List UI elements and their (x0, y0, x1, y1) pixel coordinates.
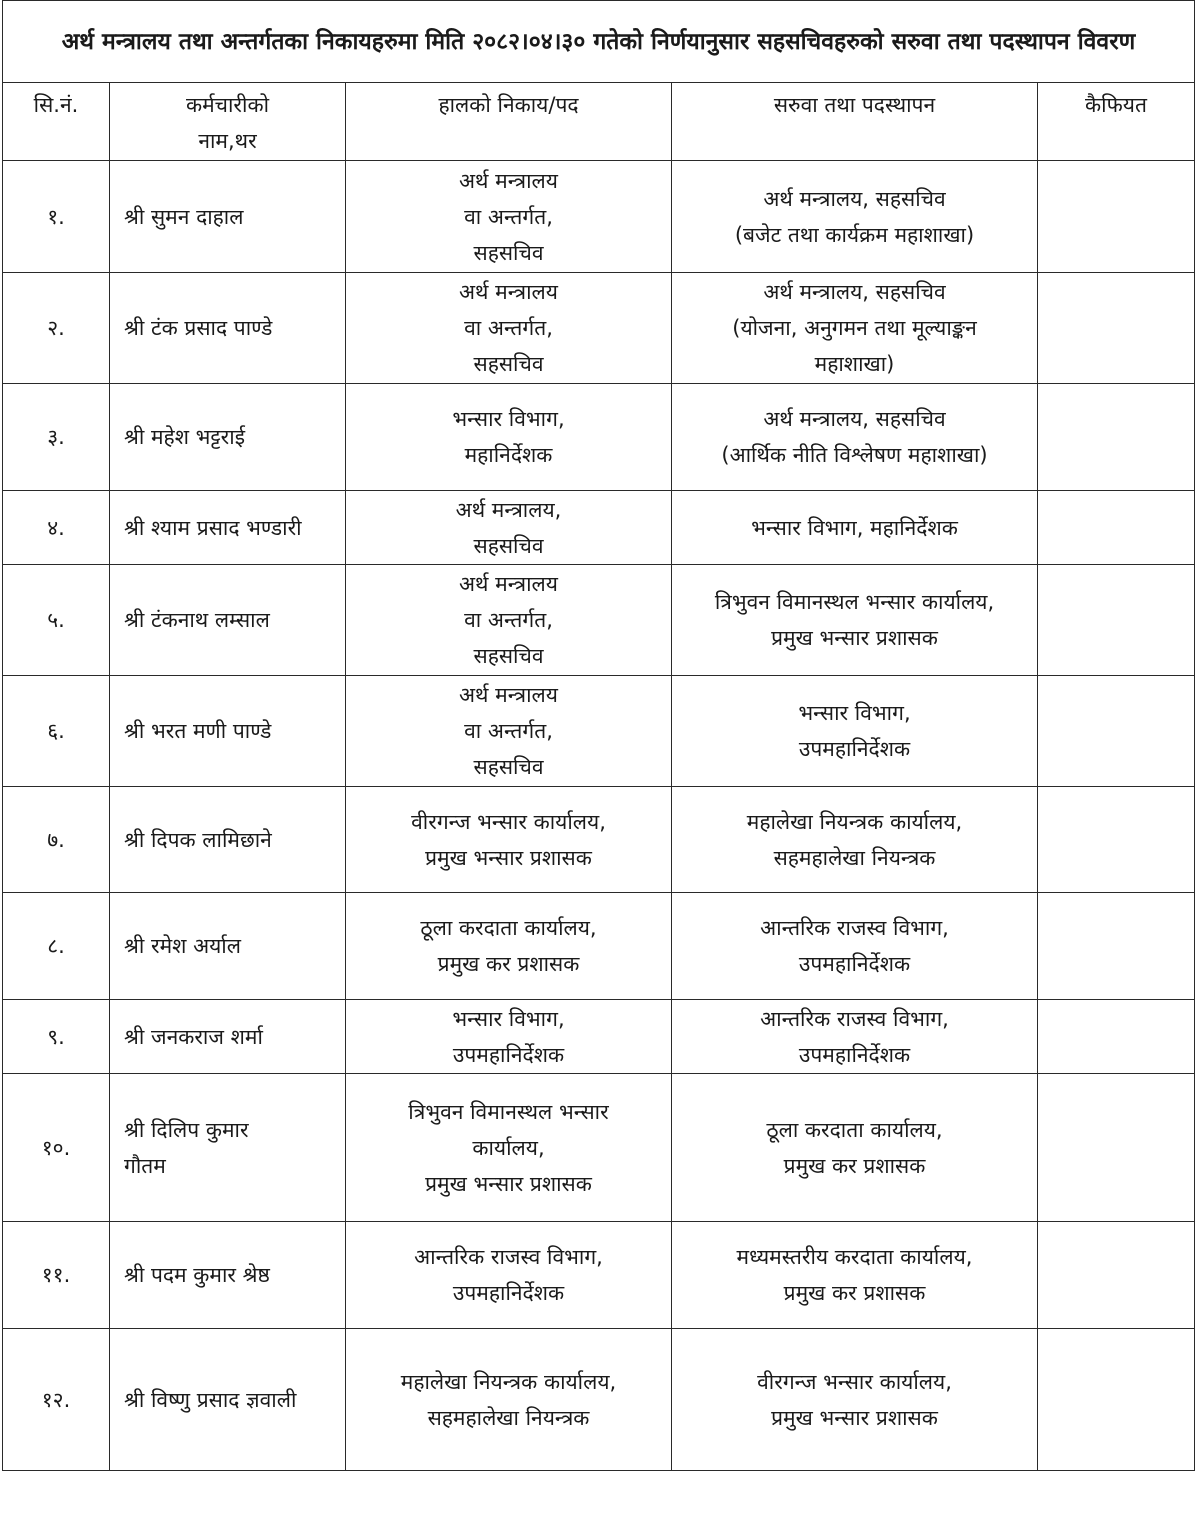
transfer-posting-cell (672, 893, 1038, 1000)
current-office-cell-line: सहसचिव (473, 644, 544, 668)
serial-number-cell: ११. (3, 1222, 110, 1329)
transfer-posting-cell-line: महाशाखा) (814, 352, 895, 376)
current-office-cell (346, 491, 672, 565)
table-row (3, 273, 1195, 384)
table-row (3, 893, 1195, 1000)
table-row (3, 787, 1195, 893)
employee-name-cell-line: श्री पदम कुमार श्रेष्ठ (124, 1263, 270, 1287)
current-office-cell-line: सहमहालेखा नियन्त्रक (427, 1405, 590, 1430)
employee-name-cell-line: श्री सुमन दाहाल (124, 204, 244, 229)
employee-name-cell (110, 273, 346, 384)
transfer-posting-cell-line: मध्यमस्तरीय करदाता कार्यालय, (736, 1245, 973, 1269)
serial-number-cell: २. (3, 273, 110, 384)
current-office-cell-line: आन्तरिक राजस्व विभाग, (414, 1245, 603, 1269)
current-office-cell-line: कार्यालय, (472, 1135, 545, 1160)
remarks-cell (1038, 1074, 1195, 1222)
current-office-cell-line: उपमहानिर्देशक (452, 1042, 565, 1067)
employee-name-cell (110, 1074, 346, 1222)
employee-name-cell (110, 1000, 346, 1074)
current-office-cell-line: ठूला करदाता कार्यालय, (420, 916, 597, 940)
serial-number-cell: ८. (3, 893, 110, 1000)
current-office-cell-line: भन्सार विभाग, (452, 407, 565, 431)
transfer-posting-cell-line: भन्सार विभाग, (798, 701, 911, 725)
employee-name-cell-line: श्री टंक प्रसाद पाण्डे (124, 316, 273, 340)
current-office-cell (346, 384, 672, 491)
transfer-posting-cell-line: आन्तरिक राजस्व विभाग, (760, 1006, 949, 1031)
serial-number-cell: ५. (3, 565, 110, 676)
current-office-cell-line: अर्थ मन्त्रालय (459, 168, 558, 193)
serial-number-cell: ९. (3, 1000, 110, 1074)
document-title: अर्थ मन्त्रालय तथा अन्तर्गतका निकायहरुमा मिति २०८२।०४।३० गतेको निर्णयानुसार सहसचिवहरुको सरुवा तथा पदस्थापन विवरण (3, 1, 1195, 83)
employee-name-cell (110, 384, 346, 491)
transfer-posting-cell-line: उपमहानिर्देशक (798, 737, 911, 761)
current-office-cell (346, 1074, 672, 1222)
remarks-cell (1038, 676, 1195, 787)
employee-name-cell-line: श्री दिपक लामिछाने (124, 827, 272, 852)
table-row (3, 384, 1195, 491)
current-office-cell (346, 161, 672, 273)
serial-number-cell: ७. (3, 787, 110, 893)
serial-number-cell: १. (3, 161, 110, 273)
serial-number-cell: ६. (3, 676, 110, 787)
remarks-cell (1038, 491, 1195, 565)
employee-name-cell (110, 893, 346, 1000)
remarks-cell (1038, 161, 1195, 273)
transfer-posting-cell-line: प्रमुख कर प्रशासक (783, 1153, 926, 1178)
employee-name-cell-line: श्री टंकनाथ लम्साल (124, 608, 270, 632)
transfer-posting-cell-line: प्रमुख भन्सार प्रशासक (771, 1405, 938, 1430)
employee-name-cell (110, 491, 346, 565)
current-office-cell (346, 1329, 672, 1471)
current-office-cell-line: महालेखा नियन्त्रक कार्यालय, (400, 1369, 617, 1394)
current-office-cell (346, 893, 672, 1000)
table-header-row (3, 83, 1195, 161)
serial-number-cell: १०. (3, 1074, 110, 1222)
transfer-posting-cell-line: (बजेट तथा कार्यक्रम महाशाखा) (734, 222, 975, 247)
transfer-posting-cell-line: आन्तरिक राजस्व विभाग, (760, 916, 949, 940)
header-name-line: नाम,थर (198, 129, 257, 153)
current-office-cell-line: सहसचिव (473, 240, 544, 265)
remarks-cell (1038, 787, 1195, 893)
employee-name-cell (110, 1222, 346, 1329)
employee-name-cell-line: श्री भरत मणी पाण्डे (124, 719, 272, 743)
current-office-cell-line: सहसचिव (473, 352, 544, 376)
header-employee-name (110, 83, 346, 161)
current-office-cell-line: अर्थ मन्त्रालय (459, 683, 558, 707)
transfer-table (2, 0, 1195, 1471)
serial-number-cell: ३. (3, 384, 110, 491)
header-remarks: कैफियत (1038, 83, 1195, 161)
current-office-cell-line: अर्थ मन्त्रालय (459, 280, 558, 304)
transfer-posting-cell (672, 1074, 1038, 1222)
transfer-posting-cell-line: अर्थ मन्त्रालय, सहसचिव (763, 407, 946, 431)
employee-name-cell-line: श्री महेश भट्टराई (124, 425, 246, 449)
current-office-cell-line: वा अन्तर्गत, (464, 719, 553, 743)
current-office-cell-line: प्रमुख कर प्रशासक (437, 952, 580, 976)
current-office-cell (346, 1222, 672, 1329)
serial-number-cell: १२. (3, 1329, 110, 1471)
employee-name-cell (110, 161, 346, 273)
employee-name-cell (110, 1329, 346, 1471)
transfer-posting-cell (672, 273, 1038, 384)
table-row (3, 1000, 1195, 1074)
current-office-cell-line: भन्सार विभाग, (452, 1006, 565, 1031)
transfer-posting-cell-line: वीरगन्ज भन्सार कार्यालय, (757, 1369, 952, 1394)
remarks-cell (1038, 1222, 1195, 1329)
transfer-posting-cell (672, 161, 1038, 273)
transfer-posting-cell-line: महालेखा नियन्त्रक कार्यालय, (746, 809, 963, 834)
remarks-cell (1038, 384, 1195, 491)
current-office-cell-line: सहसचिव (473, 533, 544, 558)
employee-name-cell (110, 565, 346, 676)
remarks-cell (1038, 893, 1195, 1000)
transfer-posting-cell-line: उपमहानिर्देशक (798, 952, 911, 976)
current-office-cell (346, 676, 672, 787)
transfer-posting-cell (672, 676, 1038, 787)
employee-name-cell-line: श्री श्याम प्रसाद भण्डारी (124, 515, 302, 540)
transfer-posting-cell-line: (योजना, अनुगमन तथा मूल्याङ्कन (732, 316, 977, 340)
employee-name-cell (110, 787, 346, 893)
employee-name-cell (110, 676, 346, 787)
table-row (3, 1329, 1195, 1471)
transfer-posting-cell-line: त्रिभुवन विमानस्थल भन्सार कार्यालय, (714, 590, 995, 614)
table-row (3, 491, 1195, 565)
employee-name-cell-line: गौतम (124, 1153, 166, 1178)
transfer-posting-cell-line: प्रमुख कर प्रशासक (783, 1281, 926, 1305)
transfer-posting-cell-line: अर्थ मन्त्रालय, सहसचिव (763, 186, 946, 211)
header-serial-number: सि.नं. (3, 83, 110, 161)
transfer-posting-cell-line: अर्थ मन्त्रालय, सहसचिव (763, 280, 946, 304)
employee-name-cell-line: श्री जनकराज शर्मा (124, 1024, 263, 1049)
header-transfer-posting: सरुवा तथा पदस्थापन (672, 83, 1038, 161)
table-row (3, 1222, 1195, 1329)
transfer-posting-cell (672, 787, 1038, 893)
table-body (3, 161, 1195, 1471)
header-current-office: हालको निकाय/पद (346, 83, 672, 161)
transfer-posting-cell-line: सहमहालेखा नियन्त्रक (773, 845, 936, 870)
current-office-cell-line: प्रमुख भन्सार प्रशासक (425, 845, 592, 870)
transfer-posting-cell-line: ठूला करदाता कार्यालय, (766, 1117, 943, 1142)
remarks-cell (1038, 273, 1195, 384)
transfer-posting-cell-line: प्रमुख भन्सार प्रशासक (771, 626, 938, 650)
header-name-line: कर्मचारीको (185, 93, 270, 117)
transfer-posting-cell (672, 565, 1038, 676)
transfer-posting-cell (672, 1329, 1038, 1471)
remarks-cell (1038, 1000, 1195, 1074)
current-office-cell-line: वा अन्तर्गत, (464, 608, 553, 632)
employee-name-cell-line: श्री विष्णु प्रसाद ज्ञवाली (124, 1387, 297, 1412)
current-office-cell-line: महानिर्देशक (464, 443, 553, 467)
transfer-posting-cell (672, 1000, 1038, 1074)
current-office-cell (346, 273, 672, 384)
serial-number-cell: ४. (3, 491, 110, 565)
current-office-cell-line: वीरगन्ज भन्सार कार्यालय, (411, 809, 606, 834)
table-row (3, 676, 1195, 787)
transfer-posting-cell (672, 491, 1038, 565)
employee-name-cell-line: श्री रमेश अर्याल (124, 934, 241, 958)
table-row (3, 1074, 1195, 1222)
remarks-cell (1038, 565, 1195, 676)
employee-name-cell-line: श्री दिलिप कुमार (124, 1117, 249, 1142)
current-office-cell (346, 1000, 672, 1074)
transfer-posting-cell-line: भन्सार विभाग, महानिर्देशक (751, 515, 958, 540)
transfer-posting-cell (672, 1222, 1038, 1329)
current-office-cell-line: अर्थ मन्त्रालय, (455, 497, 562, 522)
table-row (3, 161, 1195, 273)
remarks-cell (1038, 1329, 1195, 1471)
transfer-posting-cell-line: (आर्थिक नीति विश्लेषण महाशाखा) (721, 443, 988, 467)
current-office-cell (346, 787, 672, 893)
table-row (3, 565, 1195, 676)
current-office-cell-line: अर्थ मन्त्रालय (459, 572, 558, 596)
current-office-cell-line: त्रिभुवन विमानस्थल भन्सार (408, 1099, 609, 1124)
current-office-cell-line: सहसचिव (473, 755, 544, 779)
transfer-posting-cell-line: उपमहानिर्देशक (798, 1042, 911, 1067)
transfer-posting-cell (672, 384, 1038, 491)
current-office-cell-line: वा अन्तर्गत, (464, 316, 553, 340)
current-office-cell (346, 565, 672, 676)
current-office-cell-line: वा अन्तर्गत, (464, 204, 553, 229)
current-office-cell-line: प्रमुख भन्सार प्रशासक (425, 1171, 592, 1196)
current-office-cell-line: उपमहानिर्देशक (452, 1281, 565, 1305)
